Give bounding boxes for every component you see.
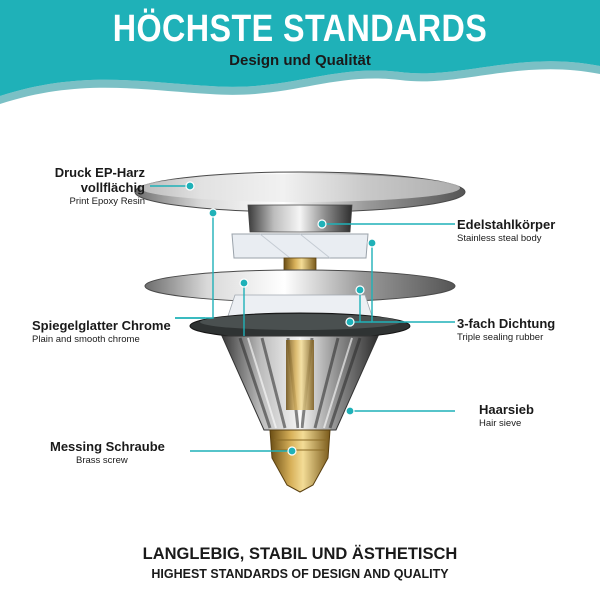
dot-sealing-3: [346, 318, 354, 326]
dot-sealing-2: [356, 286, 364, 294]
steel-body: [248, 205, 352, 232]
dot-screw: [288, 447, 296, 455]
callout-epoxy-en: Print Epoxy Resin: [69, 196, 145, 207]
callout-sealing: [457, 316, 597, 344]
footer-subline: HIGHEST STANDARDS OF DESIGN AND QUALITY: [151, 567, 449, 581]
dot-sealing-1: [368, 239, 376, 247]
callout-steel-body: [457, 217, 597, 245]
footer-headline: LANGLEBIG, STABIL UND ÄSTHETISCH: [142, 545, 458, 563]
callout-sieve-de: Haarsieb: [479, 402, 534, 417]
brass-core: [286, 340, 314, 410]
dot-chrome: [209, 209, 217, 217]
callout-screw-en: Brass screw: [76, 455, 128, 466]
header-title: HÖCHSTE STANDARDS: [112, 8, 488, 50]
brass-screw: [270, 430, 330, 492]
callout-sieve-en: Hair sieve: [479, 418, 522, 429]
callout-epoxy-de-1: Druck EP-Harz: [54, 165, 145, 180]
callout-steel-de: Edelstahlkörper: [457, 217, 556, 232]
callout-screw-de: Messing Schraube: [50, 439, 165, 454]
callout-sieve: [479, 402, 579, 430]
callout-screw: [50, 439, 190, 467]
callout-epoxy-de-2: vollflächig: [80, 180, 145, 195]
white-seal-ring: [232, 234, 368, 258]
callout-steel-en: Stainless steal body: [457, 233, 542, 244]
callout-sealing-de: 3-fach Dichtung: [457, 316, 556, 331]
dot-steel: [318, 220, 326, 228]
dot-flange: [240, 279, 248, 287]
dot-epoxy: [186, 182, 194, 190]
callout-chrome-en: Plain and smooth chrome: [32, 334, 140, 345]
callout-epoxy: [30, 165, 145, 208]
dot-sieve: [346, 407, 354, 415]
callout-chrome-de: Spiegelglatter Chrome: [32, 318, 171, 333]
header-subtitle: Design und Qualität: [229, 52, 371, 69]
callout-sealing-en: Triple sealing rubber: [457, 332, 544, 343]
leader-chrome-vertical: [175, 213, 213, 318]
callout-chrome: [32, 318, 202, 346]
